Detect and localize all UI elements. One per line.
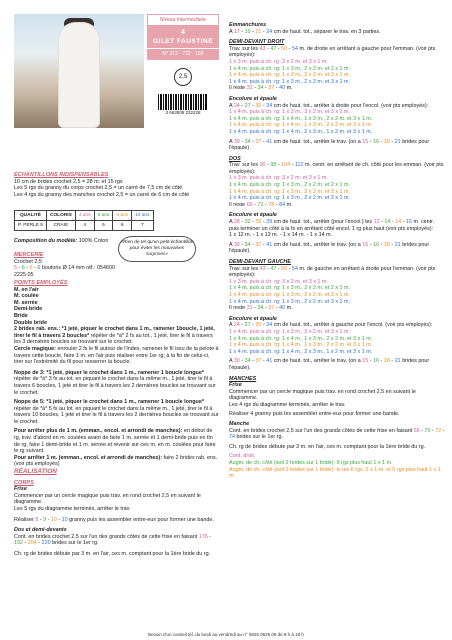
dos-line: 1 x 4 m. puis à ch. rg: 1 x 3 m., 2 x 2 m. et 3 x 1 m. <box>229 195 351 202</box>
size-value: 18 <box>383 138 390 145</box>
pattern-card <box>147 14 219 136</box>
ee1-line: 1 x 4 m. puis à ch. rg: 1 x 4 m., 2 x 3 m., 1 x 2 m. et 3 x 1 m. <box>229 128 373 135</box>
size-value: 24 <box>233 322 240 329</box>
size-value: 19 <box>244 28 251 35</box>
table-cell: 4 ans <box>75 211 94 221</box>
size-value: 34 <box>244 241 251 248</box>
text: Trav. sur les <box>229 45 259 52</box>
dos-reste: Il reste 66 - 72 - 78 - 84 m. <box>229 201 293 208</box>
size-value: 16 <box>373 138 380 145</box>
table-cell: 10 ans <box>132 211 153 221</box>
text: Il reste <box>229 201 246 208</box>
size-value: 10 <box>50 516 57 523</box>
manche-text: Cont. en brides crochet 2,5 sur l'un des grands côtés de cette frise en faisant 66 - 70 - 72 - 74 brides sur le 1er rg. <box>229 427 445 441</box>
size-value: 50 <box>281 265 288 272</box>
ee2-end: A 30 - 34 - 37 - 41 cm de haut. tot., arrêter le trav. (on a 15 - 16 - 18 - 21 brides pour l'épaule). <box>229 241 430 255</box>
point-bold: 2 brides rab. ens.: *1 jeté, piquer le crochet dans 1 m., ramener 1boucle, 1 jeté, tirer le fil à travers 2 boucles* <box>14 326 215 339</box>
mfrise-title: Frise <box>229 382 242 389</box>
size-value: 32 <box>244 219 251 226</box>
composition-label: Composition du modèle: <box>14 238 78 244</box>
size-value: 47 <box>270 265 277 272</box>
composition <box>14 238 124 245</box>
size-value: 15 <box>362 358 369 365</box>
point-text: faire 2 brides rab. ens. (voir pts employés) <box>14 454 218 468</box>
ee3-line: 1 x 4 m. puis à ch. rg: 1 x 4 m., 1 x 3 m., 2 x 2 m. et 3 x 1 m. <box>229 335 373 342</box>
size-value: 72 <box>257 201 264 208</box>
hook-size-badge: 2,5 <box>174 68 192 86</box>
ee3-title: Encolure et épaule <box>229 315 277 322</box>
size-value: 15 <box>362 138 369 145</box>
pattern-name: GILET FAUSTINE <box>147 36 219 48</box>
size-value: 6 <box>37 265 41 272</box>
text: m. <box>286 305 293 312</box>
ddg-title: DEMI-DEVANT GAUCHE <box>229 259 291 265</box>
composition-value: 100% Coton <box>78 238 109 244</box>
text: m. centr. puis terminer un côté à la fs en arrêtant côté encol. 1 rg plus haut (voir pts employés): <box>229 219 435 232</box>
point-text: en début de rg, trav. d'abord en m. coulées avant de faire 1 m. serrée et 1 demi-bride puis en fin de rg, faire 1 demi-bride et 1 m. serrée et revenir sur ces m. en m. coulées pour faire le rg suivant. <box>14 428 216 455</box>
samples-section <box>14 172 220 198</box>
size-value: 66 <box>246 201 253 208</box>
cont-line: Augm. de ch. côté (soit 2 brides sur 1 bride): 9 rgs plus haut 1 x 1 m. <box>229 460 393 467</box>
emman-title: Emmanchures <box>229 22 267 28</box>
model-figure <box>58 22 100 128</box>
ddg-line: 1 x 4 m. puis à ch. rg: 1 x 3 m., 2 x 2 m. et 2 x 1 m. <box>229 285 351 292</box>
ee1-line: 1 x 4 m. puis à ch. rg: 1 x 4 m., 1 x 3 m., 2 x 2 m. et 3 x 1 m. <box>229 122 373 129</box>
size-value: 30 <box>233 358 240 365</box>
point-arreter-1 <box>14 455 220 468</box>
size-value: 37 <box>268 85 275 92</box>
size-value: 176 <box>198 533 208 540</box>
emman-text: A 17 - 19 - 21 - 24 cm de haut. tot., séparer le trav. en 3 parties. <box>229 28 381 35</box>
level-label: Niveau Intermédiaire <box>147 14 219 26</box>
size-value: 12 <box>373 219 380 226</box>
size-value: 39 <box>266 219 273 226</box>
ee2-title: Encolure et épaule <box>229 212 277 219</box>
samples-title: ÉCHANTILLONS INDISPENSABLES <box>14 172 109 178</box>
size-value: 41 <box>266 138 273 145</box>
mercerie-section <box>14 252 118 278</box>
dos-title: Dos et demi-devants <box>14 527 67 534</box>
corps-title: CORPS <box>14 479 34 486</box>
size-value: 24 <box>266 28 273 35</box>
size-value: 37 <box>255 358 262 365</box>
ee3-line: 1 x 4 m. puis à ch. rg: 1 x 4 m., 1 x 3 m., 2 x 2 m. et 3 x 1 m. <box>229 342 373 349</box>
ddg-line: 1 x 4 m. puis à ch. rg: 1 x 3 m., 2 x 2 m. et 3 x 1 m. <box>229 298 351 305</box>
ddd-intro: Trav. sur les 43 - 47 - 50 - 54 m. de droite en arrêtant à gauche pour l'emman. (voir pts employés): <box>229 45 436 59</box>
text: A <box>229 358 233 365</box>
dos-line: 1 x 3 m. puis à ch. rg: 3 x 2 m. et 3 x 1 m. <box>229 175 328 182</box>
point-item: Bride <box>14 312 28 319</box>
point-bold: Noppe de 5: *1 jeté, piquer le crochet dans 1 m., ramener 1 boucle longue* <box>14 399 204 406</box>
size-value: 41 <box>266 358 273 365</box>
dos-title: DOS <box>229 155 241 162</box>
manche-text: Ch. rg de brides débute par 3 m. en l'air, ces m. comptant pour la 1ère bride du rg. <box>229 443 426 450</box>
text: A <box>229 138 233 145</box>
size-value: 37 <box>268 305 275 312</box>
size-value: 6 <box>21 265 25 272</box>
mercerie-hook: Crochet 2,5 <box>14 258 42 265</box>
text: Trav. sur les <box>229 162 259 169</box>
size-value: 30 <box>233 138 240 145</box>
text: Cont. en brides crochet 2,5 sur l'un des grands côtés de cette frise en faisant <box>229 427 413 434</box>
ddd-line: 1 x 4 m. puis à ch. rg: 1 x 3 m., 2 x 2 m. et 3 x 1 m. <box>229 72 351 79</box>
ddd-line: 1 x 3 m. puis à ch. rg :3 x 2 m. et 3 x 1 m. <box>229 58 328 65</box>
size-value: 18 <box>383 358 390 365</box>
dos-text: Cont. en brides crochet 2,5 sur l'un des grands côtés de cette frise en faisant 176 - 192 - 204 - 220 brides sur le 1er rg. <box>14 533 212 547</box>
yarn-table <box>14 210 154 231</box>
mfrise-text: Les 4 rgs du diagramme terminés, arrêter le trav. <box>229 401 346 408</box>
text: cm de haut. tot., arrêter le trav. (on a <box>273 358 361 365</box>
sample-line: Les 4 rgs du granny des manches crochet 2,5 = un carré de 6 cm de côté <box>14 191 190 198</box>
ddd-reste: Il reste 31 - 34 - 37 - 40 m. <box>229 85 293 92</box>
text: cm de haut. tot., arrêter à gauche pour l'encol. (voir pts employés): <box>273 322 433 329</box>
size-value: 90 <box>259 162 266 169</box>
text: A <box>229 219 233 226</box>
table-cell: 5 <box>94 221 113 231</box>
dos-line: 1 x 4 m. puis à ch. rg: 1 x 3 m., 2 x 2 m. et 2 x 1 m. <box>229 182 351 189</box>
size-value: 74 <box>229 434 235 441</box>
ee1-line: 1 x 4 m. puis à ch. rg: 1 x 3 m., 3 x 2 m. et 3 x 1 m. <box>229 109 351 116</box>
size-value: 192 <box>14 540 23 547</box>
text: m. de gauche en arrêtant à droite pour l'emman. (voir pts employés): <box>229 265 436 279</box>
size-value: 16 <box>406 219 412 226</box>
point-item: Double bride <box>14 319 47 326</box>
mfrise-text: Commencer par un cercle magique puis trav. en rond crochet 2,5 en suivant le diagramme. <box>229 388 416 402</box>
frise-text: Les 5 rgs du diagramme terminés, arrêter le trav. <box>14 505 131 512</box>
barcode-number: 3 663508 232228 <box>165 110 201 115</box>
ee1-intro: A 24 - 27 - 30 - 34 cm de haut. tot., arrêter à droite pour l'encol. (voir pts employés): <box>229 102 429 109</box>
point-text: répéter de *à* 3 fs au tot. en piquant le crochet dans la même m., 1 jeté, tirer le fil à travers 6 boucles, 1 jeté et tirer le fil à travers les 2 dernières boucles se trouvant sur le crochet. <box>14 376 216 396</box>
table-cell: QUALITÉ <box>15 211 47 221</box>
point-item: M. coulée <box>14 293 39 300</box>
size-value: 43 <box>259 265 266 272</box>
text: m. <box>286 85 293 92</box>
text: cm de haut. tot., arrêter (pour l'encol.) les <box>273 219 373 226</box>
size-value: 43 <box>259 45 266 52</box>
table-cell: 8 ans <box>113 211 132 221</box>
size-value: 8 <box>35 516 39 523</box>
size-value: 66 <box>413 427 420 434</box>
ee1-line: 1 x 4 m. puis à ch. rg: 1 x 4 m., 1 x 3 m., 2 x 2 m. et 3 x 1 m. <box>229 115 373 122</box>
size-value: 27 <box>244 322 251 329</box>
size-value: 220 <box>41 540 51 547</box>
text: brides pour l'épaule). <box>229 138 430 152</box>
size-value: 112 <box>294 162 304 169</box>
ee3-end: A 30 - 34 - 37 - 41 cm de haut. tot., arrêter le trav. (on a 15 - 16 - 18 - 21 brides pour l'épaule). <box>229 358 430 371</box>
mfrise-text: Réaliser 4 granny puis les assembler entre-eux pour former une bande. <box>229 411 400 418</box>
text: A <box>229 241 233 248</box>
text: granny puis les assembler entre-eux pour former une bande. <box>69 516 214 523</box>
ddd-line: 1 x 4 m. puis à ch. rg: 1 x 3 m., 2 x 2 m. et 2 x 1 m. <box>229 65 351 72</box>
text: brides sur le 1er rg. <box>52 540 99 547</box>
size-value: 78 <box>268 201 275 208</box>
pattern-number: 4 <box>147 26 219 36</box>
text: cm de haut. tot., arrêter à droite pour l'encol. (voir pts employés): <box>273 102 429 109</box>
size-value: 40 <box>279 85 286 92</box>
size-value: 21 <box>394 138 401 145</box>
point-arreter-plus <box>14 428 220 454</box>
table-row <box>15 221 154 231</box>
dos-line: 1 x 4 m. puis à ch. rg: 1 x 3 m., 2 x 2 m. et 3 x 1 m. <box>229 188 351 195</box>
size-value: 35 <box>255 219 262 226</box>
text: Trav. sur les <box>229 265 259 272</box>
size-value: 17 <box>233 28 240 35</box>
tip-bubble: «Rien de tel qu'un petit échantillon pour éviter les mauvaises surprises» <box>118 236 196 262</box>
size-value: 15 <box>362 241 369 248</box>
text: Il reste <box>229 85 246 92</box>
mercerie-title: MERCERIE <box>14 252 44 258</box>
size-value: 16 <box>373 241 380 248</box>
size-value: 30 <box>255 322 262 329</box>
table-cell: 6 <box>113 221 132 231</box>
size-value: 28 <box>233 219 240 226</box>
size-value: 24 <box>233 102 240 109</box>
ee3-line: 1 x 4 m. puis à ch. rg: 1 x 3 m., 3 x 2 m. et 3 x 1 m. <box>229 328 351 335</box>
mercerie-buttons: 5 - 6 - 6 - 6 boutons Ø 14 mm réf.: 054600 2225 05 <box>14 265 116 278</box>
text: cm de haut. tot., séparer le trav. en 3 parties. <box>273 28 381 35</box>
size-value: 6 <box>29 265 33 272</box>
size-value: 40 <box>279 305 286 312</box>
point-text: répéter de *à* 2 fs au tot., 1 jeté, tirer le fil à travers les 3 dernières boucles se trouvant sur le crochet. <box>14 332 213 346</box>
size-value: 34 <box>244 138 251 145</box>
point-noppe5 <box>14 399 220 425</box>
point-text: répéter de *à* 5 fs au tot. en piquant le crochet dans la même m., 1 jeté, tirer le fil à travers 10 boucles, 1 jeté et tirer le fil à travers les 2 dernières boucles se trouvant sur le crochet. <box>14 405 219 425</box>
sample-line: Les 5 rgs du granny du corps crochet 2,5 = un carré de 7,5 cm de côté <box>14 185 183 192</box>
size-value: 34 <box>266 322 273 329</box>
text: m. centr. en arrêtant de ch. côté pour les emman. (voir pts employés): <box>229 162 444 175</box>
size-value: 34 <box>257 305 264 312</box>
point-bold: Cercle magique: <box>14 345 56 352</box>
ddg-intro: Trav. sur les 43 - 47 - 50 - 54 m. de gauche en arrêtant à droite pour l'emman. (voir pts employés): <box>229 265 436 279</box>
table-cell: 7 <box>132 221 153 231</box>
frise-text: Commencer par un cercle magique puis trav. en rond crochet 2,5 en suivant le diagramme. <box>14 492 201 506</box>
table-cell: COLORIS <box>46 211 75 221</box>
size-value: 21 <box>255 28 262 35</box>
size-value: 34 <box>244 358 251 365</box>
size-value: 37 <box>255 241 262 248</box>
manches-title: MANCHES <box>229 375 257 382</box>
text: Il reste <box>229 305 246 312</box>
size-value: 21 <box>394 241 401 248</box>
sample-line: 10 cm de brides crochet 2,5 = 28 m. et 15 rgs <box>14 178 123 185</box>
size-value: 10 <box>61 516 68 523</box>
size-value: 84 <box>279 201 286 208</box>
size-value: 54 <box>291 265 298 272</box>
points-section <box>14 280 220 468</box>
table-cell: 4 <box>75 221 94 231</box>
cont-line: Augm. de ch. côté (soit 2 brides sur 1 bride): ts les 6 rgs: 2 x 1 m. et 5 rgs plus haut 1 x 1 m. <box>229 466 441 480</box>
point-item: M. serrée <box>14 299 38 306</box>
size-value: 70 <box>424 427 431 434</box>
size-value: 16 <box>373 358 380 365</box>
barcode <box>158 94 208 110</box>
points-title: POINTS EMPLOYÉS <box>14 280 68 286</box>
size-value: 47 <box>270 45 277 52</box>
text: m. de droite en arrêtant à gauche pour l'emman. (voir pts employés): <box>229 45 436 59</box>
ee3-line: 1 x 4 m. puis à ch. rg: 1 x 4 m., 2 x 3 m., 1 x 2 m. et 3 x 1 m. <box>229 348 373 355</box>
size-value: 14 <box>384 219 391 226</box>
point-2brides <box>14 326 220 346</box>
ee2-intro: A 28 - 32 - 35 - 39 cm de haut. tot., arrêter (pour l'encol.) les 12 - 14 - 14 - 16 m. centr. puis terminer un côté à la fs en arrêtant côté encol. 1 rg plus haut (voir pts employés): <box>229 219 435 232</box>
model-photo <box>14 14 144 128</box>
realisation-section <box>14 469 220 558</box>
size-value: 104 <box>281 162 291 169</box>
size-value: 31 <box>246 85 253 92</box>
size-value: 72 <box>435 427 442 434</box>
ee1-end: A 30 - 34 - 37 - 41 cm de haut. tot., arrêter le trav. (on a 15 - 16 - 18 - 21 brides pour l'épaule). <box>229 138 430 152</box>
text: cm de haut. tot., arrêter le trav. (on a <box>273 241 361 248</box>
size-value: 5 <box>14 265 17 272</box>
text: brides pour l'épaule). <box>229 241 430 255</box>
size-value: 30 <box>255 102 262 109</box>
frise-title: Frise <box>14 486 27 493</box>
table-cell: CRAIE <box>46 221 75 231</box>
point-bold: Pour arrêter 1 m. (emman., encol. et arrondi de manches): <box>14 454 162 461</box>
size-value: 14 <box>395 219 402 226</box>
text: m. <box>286 201 293 208</box>
point-text: enrouler 2 fs le fil autour de l'index, ramener le fil issu de la pelote à travers cette boucle, faire 1 m. en l'air puis réaliser votre 1er rg; à la fin de celui-ci, tirer sur l'extrémité du fil pour resserrer la boucle. <box>14 345 219 366</box>
point-bold: Pour arrêter plus de 1 m. (emman., encol. et arrondi de manches): <box>14 428 183 435</box>
point-bold: Noppe de 3: *1 jeté, piquer le crochet dans 1 m., ramener 1 boucle longue* <box>14 369 204 376</box>
text: brides pour l'épaule). <box>229 358 430 371</box>
size-value: 27 <box>244 102 251 109</box>
point-item: M. en l'air <box>14 286 39 293</box>
point-item: Demi-bride <box>14 306 43 313</box>
footer-note: Besoin d'un conseil tél. du lundi au vendredi au n° 0825 0625 09 de 9 h à 18 h <box>148 632 304 637</box>
table-cell: P. PERLE 5 <box>15 221 47 231</box>
pattern-ref: N° 213 · 722 · 168 <box>147 49 219 60</box>
ddg-reste: Il reste 31 - 34 - 37 - 40 m. <box>229 305 293 312</box>
ddg-line: 1 x 3 m. puis à ch. rg: 3 x 2 m. et 3 x 1 m. <box>229 278 328 285</box>
size-value: 37 <box>255 138 262 145</box>
realisation-title: RÉALISATION <box>14 468 57 475</box>
ee3-intro: A 24 - 27 - 30 - 34 cm de haut. tot., arrêter à gauche pour l'encol. (voir pts employés): <box>229 322 433 329</box>
text: Cont. en brides crochet 2,5 sur l'un des grands côtés de cette frise en faisant <box>14 533 198 540</box>
realiser-text: Réaliser 8 - 9 - 10 - 10 granny puis les assembler entre-eux pour former une bande. <box>14 516 214 523</box>
ee1-title: Encolure et épaule <box>229 95 277 102</box>
text: cm de haut. tot., arrêter le trav. (on a <box>273 138 361 145</box>
manche-title: Manche <box>229 421 250 428</box>
ddg-line: 1 x 4 m. puis à ch. rg: 1 x 3 m., 2 x 2 m. et 3 x 1 m. <box>229 291 351 298</box>
text: brides sur le 1er rg. <box>236 434 283 441</box>
size-value: 34 <box>266 102 273 109</box>
point-noppe3 <box>14 370 220 396</box>
ddd-title: DEMI-DEVANT DROIT <box>229 39 285 46</box>
size-value: 21 <box>394 358 401 365</box>
text: Réaliser <box>14 516 34 523</box>
size-value: 204 <box>27 540 37 547</box>
right-column <box>229 22 445 480</box>
text: A <box>229 102 233 109</box>
size-value: 34 <box>257 85 264 92</box>
text: A <box>229 28 233 35</box>
size-value: 50 <box>281 45 288 52</box>
size-value: 98 <box>270 162 277 169</box>
size-value: 41 <box>266 241 273 248</box>
size-value: 9 <box>43 516 47 523</box>
size-value: 54 <box>291 45 298 52</box>
dos-intro: Trav. sur les 90 - 98 - 104 - 112 m. centr. en arrêtant de ch. côté pour les emman. (voir pts employés): <box>229 162 444 175</box>
text: A <box>229 322 233 329</box>
table-header-row <box>15 211 154 221</box>
mercerie-buttons-text: boutons Ø 14 mm réf.: 054600 2225 05 <box>14 265 116 278</box>
size-value: 31 <box>246 305 253 312</box>
table-cell: 6 ans <box>94 211 113 221</box>
size-value: 30 <box>233 241 240 248</box>
cont-line: Cont. droit. <box>229 453 256 460</box>
point-cercle <box>14 346 220 366</box>
size-value: 18 <box>383 241 390 248</box>
ddd-line: 1 x 4 m. puis à ch. rg: 1 x 3 m., 2 x 2 m. et 3 x 1 m. <box>229 78 351 85</box>
dos-text: Ch. rg de brides débute par 3 m. en l'air, ces m. comptant pour la 1ère bride du rg. <box>14 550 211 557</box>
ee2-line: 1 x 12 m. - 1 x 13 m. - 1 x 14 m. - 1 x 14 m. <box>229 232 333 239</box>
